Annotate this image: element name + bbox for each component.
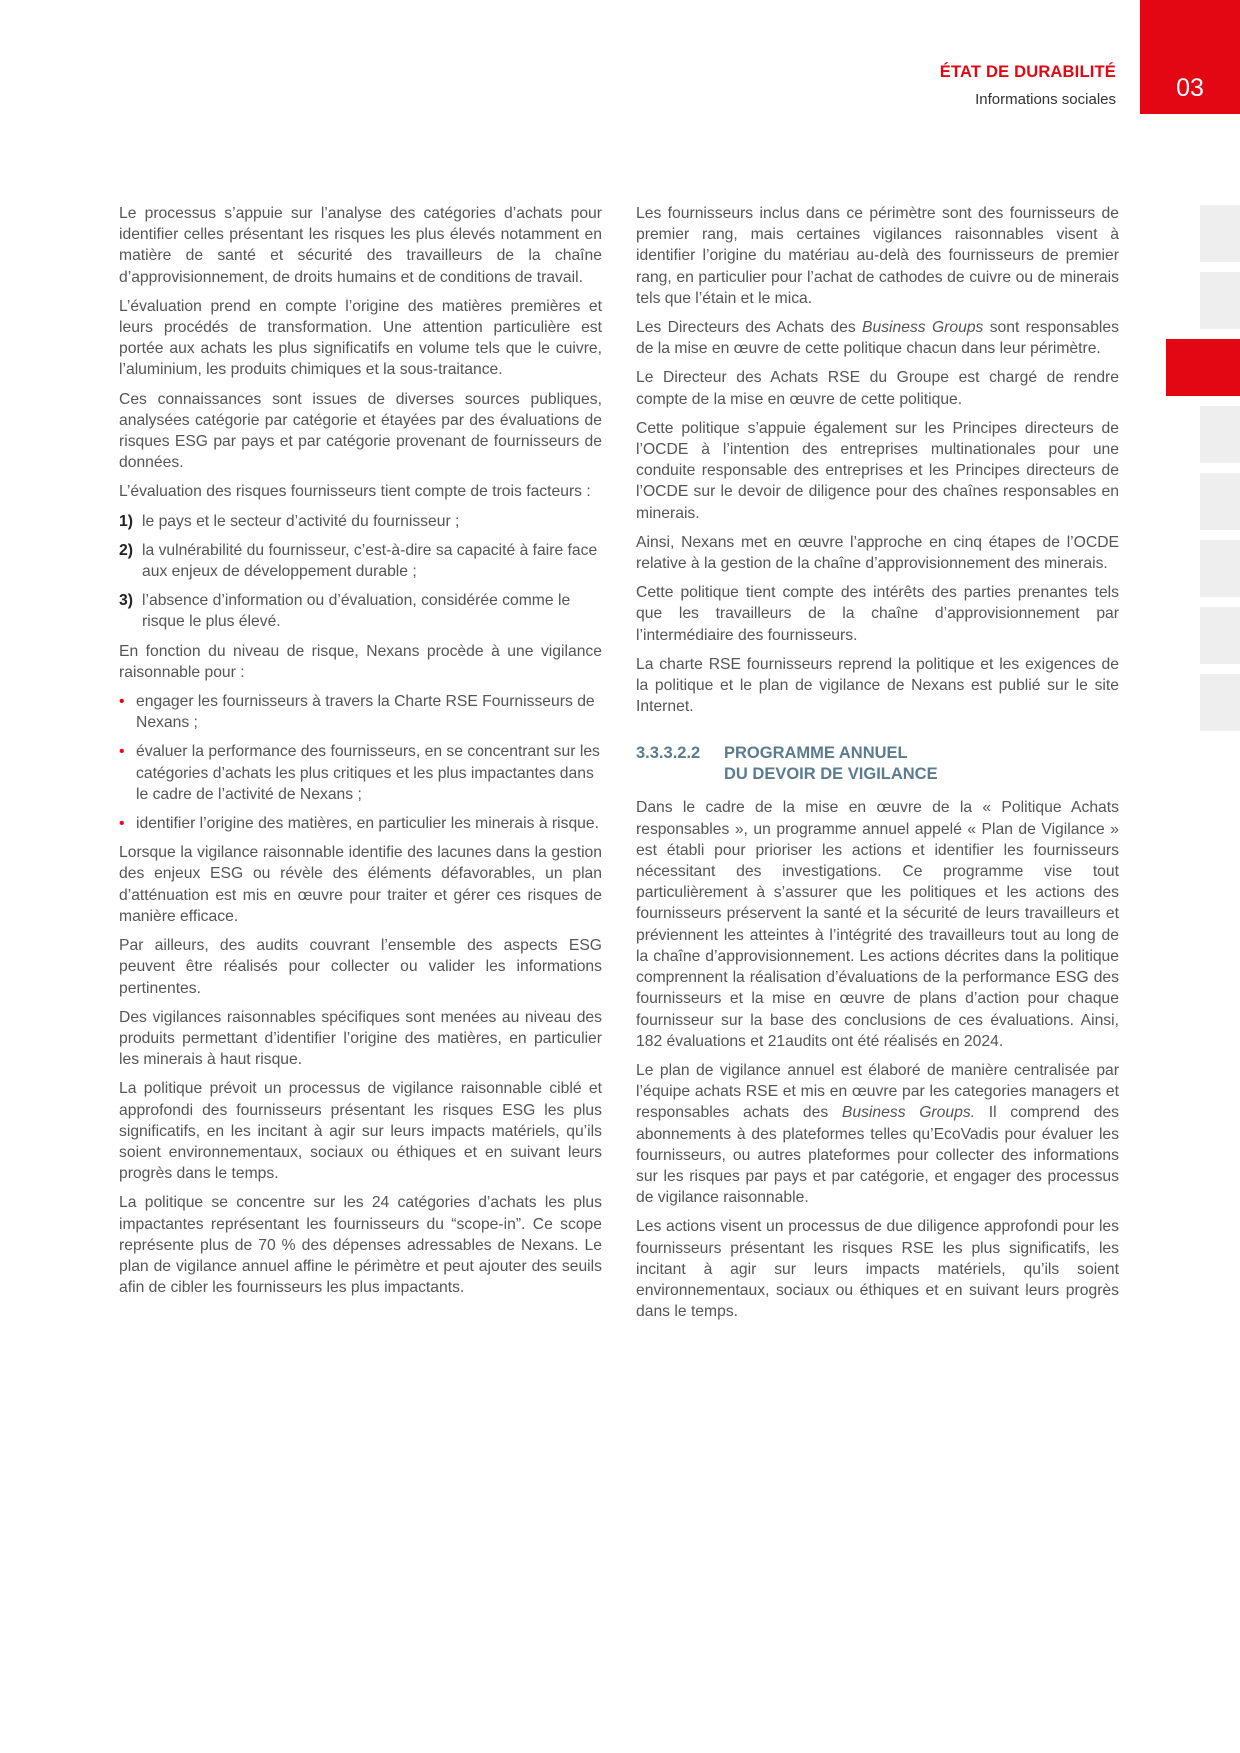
header-title: ÉTAT DE DURABILITÉ <box>939 63 1116 81</box>
side-tab-8[interactable] <box>1200 674 1240 731</box>
paragraph: L’évaluation prend en compte l’origine des matières premières et leurs procédés de transformation. Une attention particulière est portée aux achats les plus significatifs en volume tels que le cuivre, l’aluminium, les produits chimiques et la sous-traitance. <box>119 297 602 379</box>
section-title-line: PROGRAMME ANNUEL <box>724 744 908 763</box>
italic-term: Business Groups <box>862 319 984 337</box>
paragraph: Le Directeur des Achats RSE du Groupe est chargé de rendre compte de la mise en œuvre de cette politique. <box>636 369 1119 408</box>
text-run: Le plan de vigilance annuel est élaboré de manière centralisée par l’équipe achats RSE et mis en œuvre par les categories managers et responsables achats des <box>636 1061 1119 1122</box>
paragraph: En fonction du niveau de risque, Nexans procède à une vigilance raisonnable pour : <box>119 642 602 681</box>
paragraph: Ainsi, Nexans met en œuvre l’approche en cinq étapes de l’OCDE relative à la gestion de la chaîne d’approvisionnement des minerais. <box>636 533 1119 573</box>
paragraph: Les actions visent un processus de due diligence approfondi pour les fournisseurs présentant les risques RSE les plus significatifs, les incitant à agir sur leurs impacts matériels, qu’ils soient environnementaux, sociaux ou éthiques et en suivant leurs progrès dans le temps. <box>636 1218 1119 1321</box>
list-number: 2) <box>119 541 133 559</box>
side-tab-1[interactable] <box>1200 205 1240 262</box>
chapter-tab <box>1140 0 1240 114</box>
paragraph <box>636 317 1119 359</box>
bullet-list-item <box>119 741 602 805</box>
side-navigation-tabs <box>1200 205 1240 741</box>
paragraph: La politique prévoit un processus de vigilance raisonnable ciblé et approfondi des fournisseurs présentant les risques ESG les plus significatifs, en les incitant à agir sur leurs impacts matériels, qu’ils soient environnementaux, sociaux ou éthiques et en suivant leurs progrès dans le temps. <box>119 1080 602 1183</box>
side-tab-4[interactable] <box>1200 406 1240 463</box>
list-number: 1) <box>119 512 133 530</box>
left-column <box>119 203 602 1306</box>
bullet-list-item <box>119 813 602 834</box>
numbered-list-item <box>119 540 602 582</box>
list-text: la vulnérabilité du fournisseur, c’est-à-dire sa capacité à faire face aux enjeux de développement durable ; <box>142 541 598 581</box>
section-heading <box>636 743 1119 785</box>
text-run: sont responsables de la mise en œuvre de cette politique chacun dans leur périmètre. <box>636 319 1119 358</box>
section-title-line: DU DEVOIR DE VIGILANCE <box>724 765 938 784</box>
paragraph: Le processus s’appuie sur l’analyse des catégories d’achats pour identifier celles présentant les risques les plus élevés notamment en matière de santé et sécurité des travailleurs de la chaîne d’approvisionnement, de droits humains et de conditions de travail. <box>119 205 602 286</box>
numbered-list-item <box>119 590 602 632</box>
side-tab-7[interactable] <box>1200 607 1240 664</box>
bullet-icon: • <box>119 693 125 711</box>
bullet-list-item <box>119 691 602 733</box>
numbered-list-item <box>119 511 602 532</box>
side-tab-3-active[interactable] <box>1166 339 1240 396</box>
paragraph: Les fournisseurs inclus dans ce périmètre sont des fournisseurs de premier rang, mais certaines vigilances raisonnables visent à identifier l’origine du matériau au-delà des fournisseurs de premier rang, en particulier pour l’achat de cathodes de cuivre ou de minerais tels que l’étain et le mica. <box>636 205 1119 307</box>
section-title <box>724 743 1119 785</box>
list-text: évaluer la performance des fournisseurs, en se concentrant sur les catégories d’achats les plus critiques et les plus impactantes dans le cadre de l’activité de Nexans ; <box>136 743 600 803</box>
text-run: Les Directeurs des Achats des <box>636 319 862 337</box>
paragraph <box>636 1060 1119 1208</box>
paragraph: L’évaluation des risques fournisseurs tient compte de trois facteurs : <box>119 483 591 501</box>
paragraph: Lorsque la vigilance raisonnable identifie des lacunes dans la gestion des enjeux ESG ou révèle des éléments défavorables, un plan d’atténuation est mis en œuvre pour traiter et gérer ces risques de manière efficace. <box>119 844 602 925</box>
text-run: Il comprend des abonnements à des plateformes telles qu’EcoVadis pour évaluer les fournisseurs, ou autres plateformes pour collecter des informations sur les risques par pays et par catégorie, et engager des processus de vigilance raisonnable. <box>636 1104 1119 1207</box>
list-text: identifier l’origine des matières, en particulier les minerais à risque. <box>136 815 599 833</box>
header-subtitle: Informations sociales <box>975 91 1116 108</box>
list-number: 3) <box>119 592 133 610</box>
paragraph: Dans le cadre de la mise en œuvre de la « Politique Achats responsables », un programme annuel appelé « Plan de Vigilance » est établi pour prioriser les actions et identifier les fournisseurs nécessitant des investigations. Ce programme vise tout particulièrement à s’assurer que les politiques et les actions des fournisseurs préservent la santé et la sécurité de leurs travailleurs et préviennent les atteintes à l’intégrité des travailleurs tout au long de la chaîne d’approvisionnement. Les actions décrites dans la politique comprennent la réalisation d’évaluations de la performance ESG des fournisseurs et la mise en œuvre de plans d’action pour chaque fournisseur sur la base des conclusions de ces évaluations. Ainsi, 182 évaluations et 21audits ont été réalisés en 2024. <box>636 799 1119 1050</box>
bullet-icon: • <box>119 815 125 833</box>
side-tab-6[interactable] <box>1200 540 1240 597</box>
paragraph: Cette politique tient compte des intérêts des parties prenantes tels que les travailleurs de la chaîne d’approvisionnement par l’intermédiaire des fournisseurs. <box>636 584 1119 644</box>
chapter-number: 03 <box>1176 74 1204 102</box>
paragraph: Cette politique s’appuie également sur les Principes directeurs de l’OCDE à l’intention des entreprises multinationales pour une conduite responsable des entreprises et les Principes directeurs de l’OCDE sur le devoir de diligence pour des chaînes responsables en minerais. <box>636 419 1119 522</box>
bullet-icon: • <box>119 743 125 761</box>
list-text: engager les fournisseurs à travers la Charte RSE Fournisseurs de Nexans ; <box>136 693 595 732</box>
paragraph: Par ailleurs, des audits couvrant l’ensemble des aspects ESG peuvent être réalisés pour collecter ou valider les informations pertinentes. <box>119 937 602 997</box>
paragraph: Des vigilances raisonnables spécifiques sont menées au niveau des produits permettant d’identifier l’origine des matières, en particulier les minerais à haut risque. <box>119 1008 602 1069</box>
side-tab-5[interactable] <box>1200 473 1240 530</box>
paragraph: La charte RSE fournisseurs reprend la politique et les exigences de la politique et le plan de vigilance de Nexans est publié sur le site Internet. <box>636 655 1119 716</box>
italic-term: Business Groups. <box>841 1104 976 1122</box>
paragraph: La politique se concentre sur les 24 catégories d’achats les plus impactantes représentant les fournisseurs du “scope-in”. Ce scope représente plus de 70 % des dépenses adressables de Nexans. Le plan de vigilance annuel affine le périmètre et peut ajouter des seuils afin de cibler les fournisseurs les plus impactants. <box>119 1194 602 1297</box>
side-tab-2[interactable] <box>1200 272 1240 329</box>
right-column <box>636 203 1119 1330</box>
list-text: l’absence d’information ou d’évaluation, considérée comme le risque le plus élevé. <box>142 592 571 631</box>
section-number: 3.3.3.2.2 <box>636 744 701 763</box>
paragraph: Ces connaissances sont issues de diverses sources publiques, analysées catégorie par catégorie et étayées par des évaluations de risques ESG par pays et par catégorie provenant de fournisseurs de données. <box>119 390 602 472</box>
list-text: le pays et le secteur d’activité du fournisseur ; <box>142 512 460 530</box>
